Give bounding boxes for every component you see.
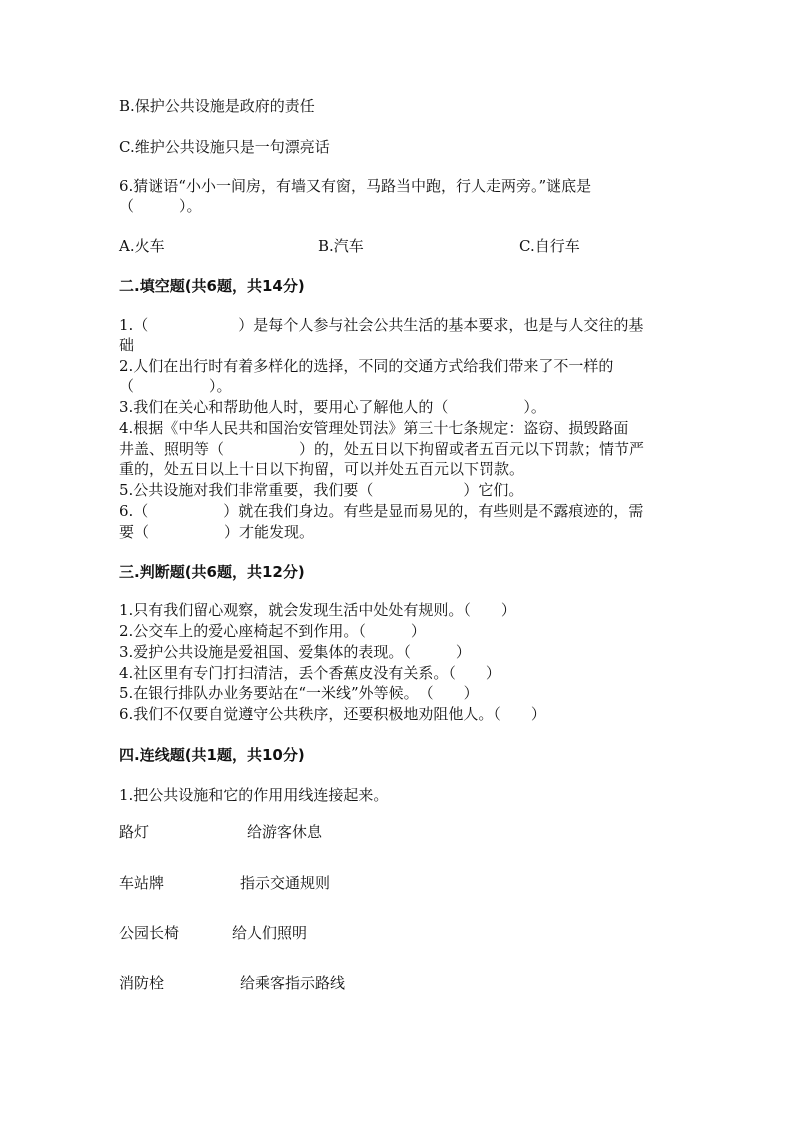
match-left-item: 公园长椅 [119, 924, 180, 942]
judge-line: 6.我们不仅要自觉遵守公共秩序，还要积极地劝阻他人。（ ） [119, 705, 546, 723]
judge-line: 5.在银行排队办业务要站在“一米线”外等候。 （ ） [119, 684, 479, 702]
match-section-heading: 四.连线题(共1题，共10分) [119, 746, 305, 764]
choice-c: C.维护公共设施只是一句漂亮话 [119, 138, 330, 156]
judge-section-heading: 三.判断题(共6题，共12分) [119, 563, 305, 581]
fill-line: 础 [119, 336, 135, 354]
judge-line: 1.只有我们留心观察，就会发现生活中处处有规则。（ ） [119, 601, 516, 619]
fill-line: 4.根据《中华人民共和国治安管理处罚法》第三十七条规定：盗窃、损毁路面 [119, 419, 629, 437]
fill-line: 1.（ ）是每个人参与社会公共生活的基本要求，也是与人交往的基 [119, 316, 644, 334]
fill-section-heading: 二.填空题(共6题，共14分) [119, 277, 305, 295]
q6-line1: 6.猜谜语“小小一间房，有墙又有窗，马路当中跑，行人走两旁。”谜底是 [119, 177, 592, 195]
q6-option-a: A.火车 [119, 237, 165, 255]
match-question: 1.把公共设施和它的作用用线连接起来。 [119, 786, 389, 804]
fill-line: 3.我们在关心和帮助他人时，要用心了解他人的（ ）。 [119, 398, 546, 416]
match-right-item: 给乘客指示路线 [240, 974, 346, 992]
fill-line: 2.人们在出行时有着多样化的选择，不同的交通方式给我们带来了不一样的 [119, 357, 614, 375]
match-left-item: 消防栓 [119, 974, 165, 992]
judge-line: 3.爱护公共设施是爱祖国、爱集体的表现。（ ） [119, 643, 471, 661]
fill-line: （ ）。 [119, 377, 232, 395]
match-right-item: 给人们照明 [232, 924, 308, 942]
q6-option-c: C.自行车 [519, 237, 580, 255]
match-left-item: 路灯 [119, 823, 150, 841]
judge-line: 2.公交车上的爱心座椅起不到作用。（ ） [119, 622, 426, 640]
fill-line: 6.（ ）就在我们身边。有些是显而易见的，有些则是不露痕迹的，需 [119, 502, 644, 520]
match-right-item: 指示交通规则 [240, 874, 331, 892]
q6-option-b: B.汽车 [318, 237, 364, 255]
match-right-item: 给游客休息 [247, 823, 323, 841]
judge-line: 4.社区里有专门打扫清洁，丢个香蕉皮没有关系。（ ） [119, 664, 501, 682]
choice-b: B.保护公共设施是政府的责任 [119, 97, 315, 115]
fill-line: 井盖、照明等（ ）的，处五日以下拘留或者五百元以下罚款；情节严 [119, 440, 645, 458]
q6-line2: （ ）。 [119, 197, 202, 215]
match-left-item: 车站牌 [119, 874, 165, 892]
fill-line: 重的，处五日以上十日以下拘留，可以并处五百元以下罚款。 [119, 460, 525, 478]
fill-line: 5.公共设施对我们非常重要，我们要（ ）它们。 [119, 481, 524, 499]
fill-line: 要（ ）才能发现。 [119, 523, 315, 541]
